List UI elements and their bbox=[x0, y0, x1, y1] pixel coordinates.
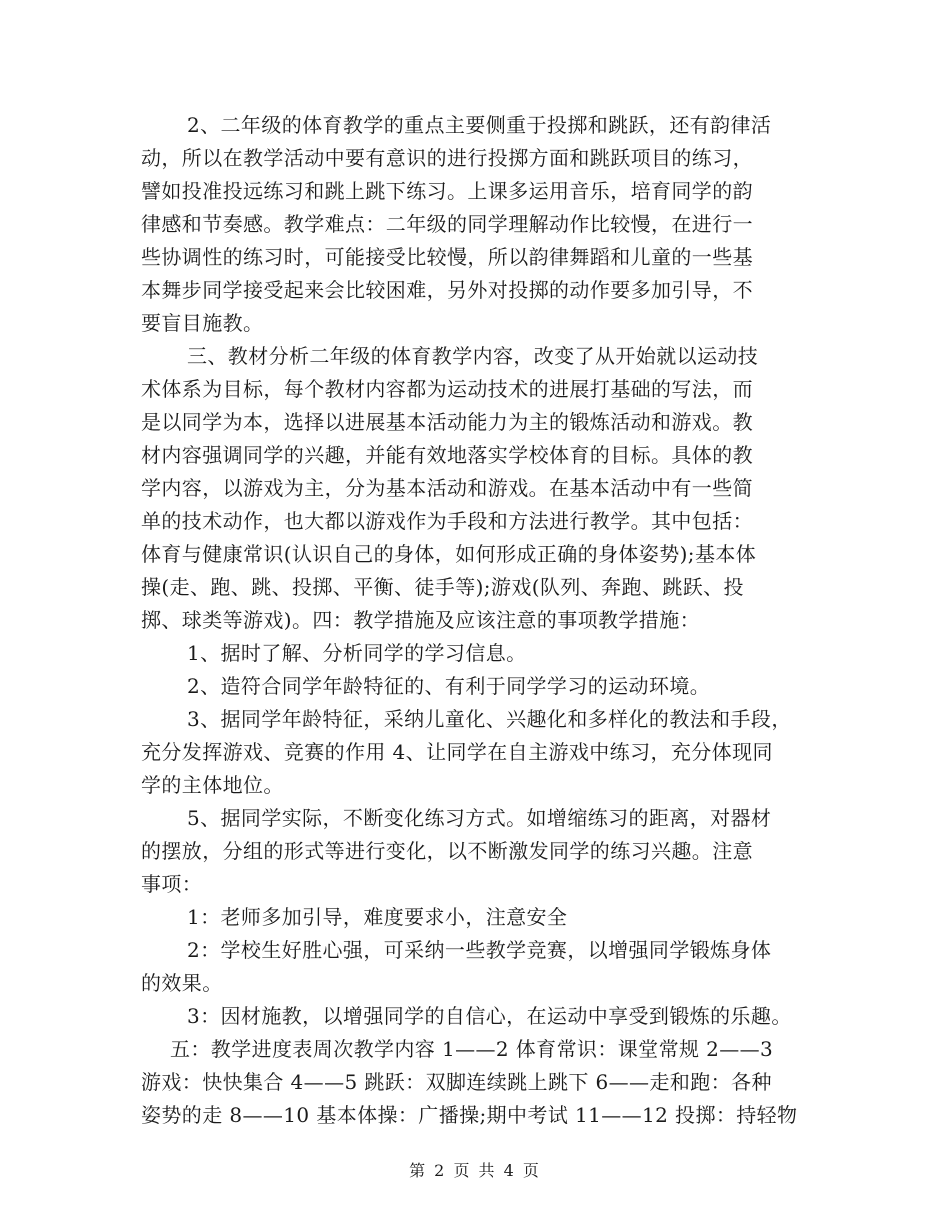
text-line: 动，所以在教学活动中要有意识的进行投掷方面和跳跃项目的练习， bbox=[141, 146, 753, 170]
text-line: 5、据同学实际，不断变化练习方式。如增缩练习的距离，对器材 bbox=[187, 806, 772, 830]
text-line: 要盲目施教。 bbox=[141, 311, 264, 335]
text-line: 1、据时了解、分析同学的学习信息。 bbox=[187, 641, 527, 665]
text-line: 是以同学为本，选择以进展基本活动能力为主的锻炼活动和游戏。教 bbox=[141, 410, 753, 434]
text-line: 些协调性的练习时，可能接受比较慢，所以韵律舞蹈和儿童的一些基 bbox=[141, 245, 753, 269]
page-number-footer: 第 2 页 共 4 页 bbox=[409, 1161, 541, 1180]
text-line: 2、二年级的体育教学的重点主要侧重于投掷和跳跃，还有韵律活 bbox=[187, 113, 772, 137]
text-line: 律感和节奏感。教学难点：二年级的同学理解动作比较慢，在进行一 bbox=[141, 212, 753, 236]
text-line: 学的主体地位。 bbox=[141, 773, 284, 797]
text-line: 的效果。 bbox=[141, 971, 223, 995]
text-line: 五：教学进度表周次教学内容 1——2 体育常识：课堂常规 2——3 bbox=[170, 1037, 774, 1061]
text-line: 3、据同学年龄特征，采纳儿童化、兴趣化和多样化的教法和手段， bbox=[187, 707, 792, 731]
text-line: 姿势的走 8——10 基本体操：广播操;期中考试 11——12 投掷：持轻物 bbox=[141, 1103, 798, 1127]
text-line: 掷、球类等游戏)。四：教学措施及应该注意的事项教学措施： bbox=[141, 608, 701, 632]
text-line: 2：学校生好胜心强，可采纳一些教学竞赛，以增强同学锻炼身体 bbox=[187, 938, 772, 962]
text-line: 三、教材分析二年级的体育教学内容，改变了从开始就以运动技 bbox=[187, 344, 759, 368]
text-line: 的摆放，分组的形式等进行变化，以不断激发同学的练习兴趣。注意 bbox=[141, 839, 753, 863]
text-line: 2、造符合同学年龄特征的、有利于同学学习的运动环境。 bbox=[187, 674, 711, 698]
text-line: 事项： bbox=[141, 872, 203, 896]
text-line: 本舞步同学接受起来会比较困难，另外对投掷的动作要多加引导，不 bbox=[141, 278, 753, 302]
text-line: 3：因材施教，以增强同学的自信心，在运动中享受到锻炼的乐趣。 bbox=[187, 1004, 792, 1028]
text-line: 术体系为目标，每个教材内容都为运动技术的进展打基础的写法，而 bbox=[141, 377, 753, 401]
text-line: 体育与健康常识(认识自己的身体，如何形成正确的身体姿势);基本体 bbox=[141, 542, 757, 566]
text-line: 学内容，以游戏为主，分为基本活动和游戏。在基本活动中有一些简 bbox=[141, 476, 753, 500]
text-line: 充分发挥游戏、竞赛的作用 4、让同学在自主游戏中练习，充分体现同 bbox=[141, 740, 773, 764]
text-line: 操(走、跑、跳、投掷、平衡、徒手等);游戏(队列、奔跑、跳跃、投 bbox=[141, 575, 744, 599]
text-line: 游戏：快快集合 4——5 跳跃：双脚连续跳上跳下 6——走和跑：各种 bbox=[141, 1070, 772, 1094]
text-line: 譬如投准投远练习和跳上跳下练习。上课多运用音乐，培育同学的韵 bbox=[141, 179, 753, 203]
text-line: 单的技术动作，也大都以游戏作为手段和方法进行教学。其中包括： bbox=[141, 509, 753, 533]
text-line: 材内容强调同学的兴趣，并能有效地落实学校体育的目标。具体的教 bbox=[141, 443, 753, 467]
text-line: 1：老师多加引导，难度要求小，注意安全 bbox=[187, 905, 568, 929]
